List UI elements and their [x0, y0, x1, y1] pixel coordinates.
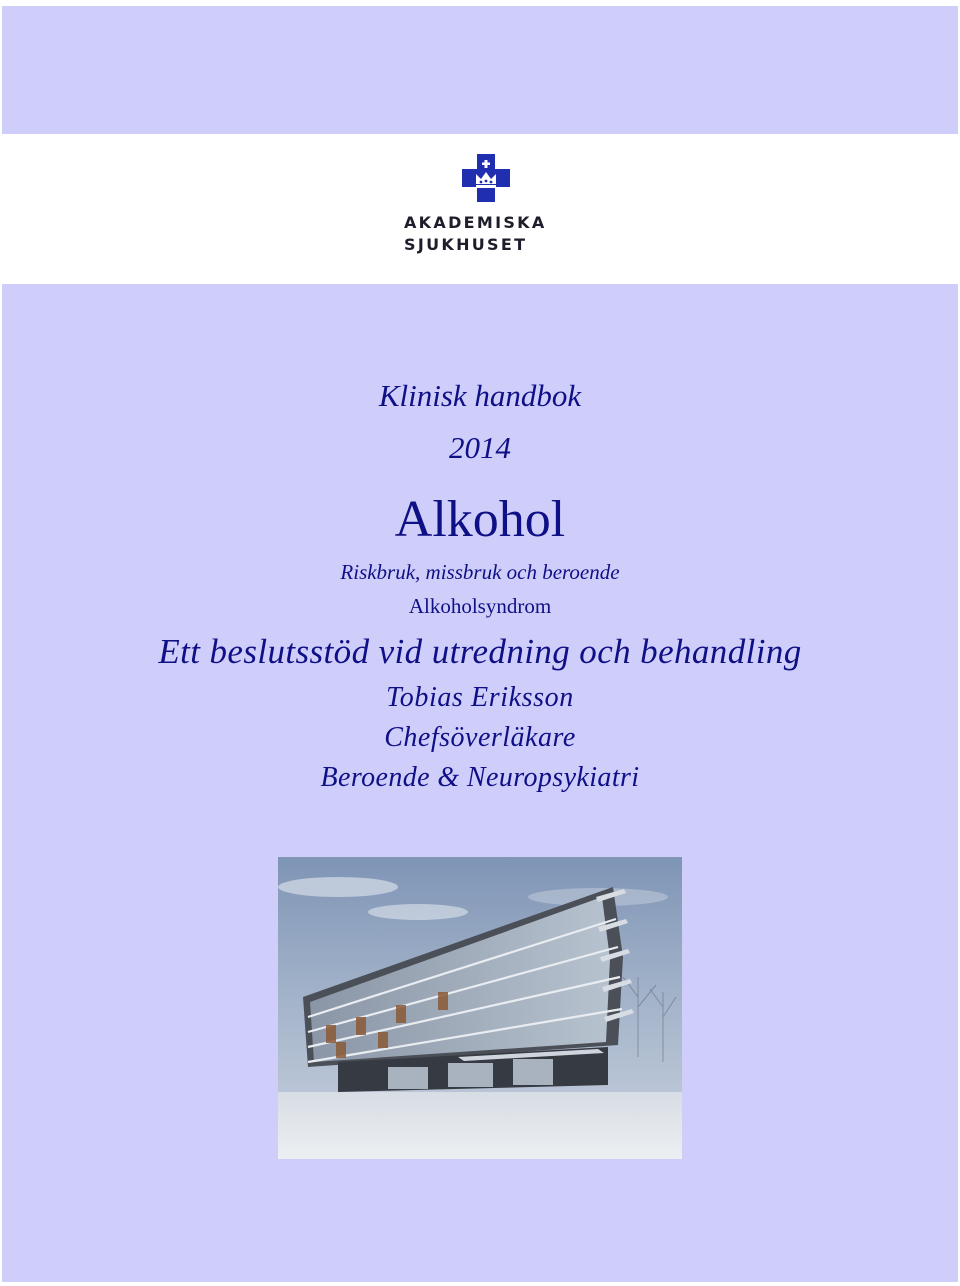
handbook-year: 2014: [449, 430, 511, 465]
main-title: Alkohol: [394, 491, 566, 548]
author-role: Chefsöverläkare: [384, 722, 576, 753]
logo-line-2: SJUKHUSET: [404, 235, 528, 254]
logo-line-1: AKADEMISKA: [404, 213, 547, 232]
tagline: Ett beslutsstöd vid utredning och behandling: [158, 632, 802, 671]
blue-cross-crown-icon: [462, 154, 510, 202]
author-department: Beroende & Neuropsykiatri: [320, 762, 640, 793]
handbook-title: Klinisk handbok: [378, 378, 582, 413]
author-name: Tobias Eriksson: [386, 682, 574, 713]
hospital-building-image: [278, 857, 682, 1159]
hospital-logo-wordmark: [404, 212, 584, 256]
subtitle-risk: Riskbruk, missbruk och beroende: [340, 560, 620, 584]
subtitle-syndrome: Alkoholsyndrom: [408, 594, 552, 618]
